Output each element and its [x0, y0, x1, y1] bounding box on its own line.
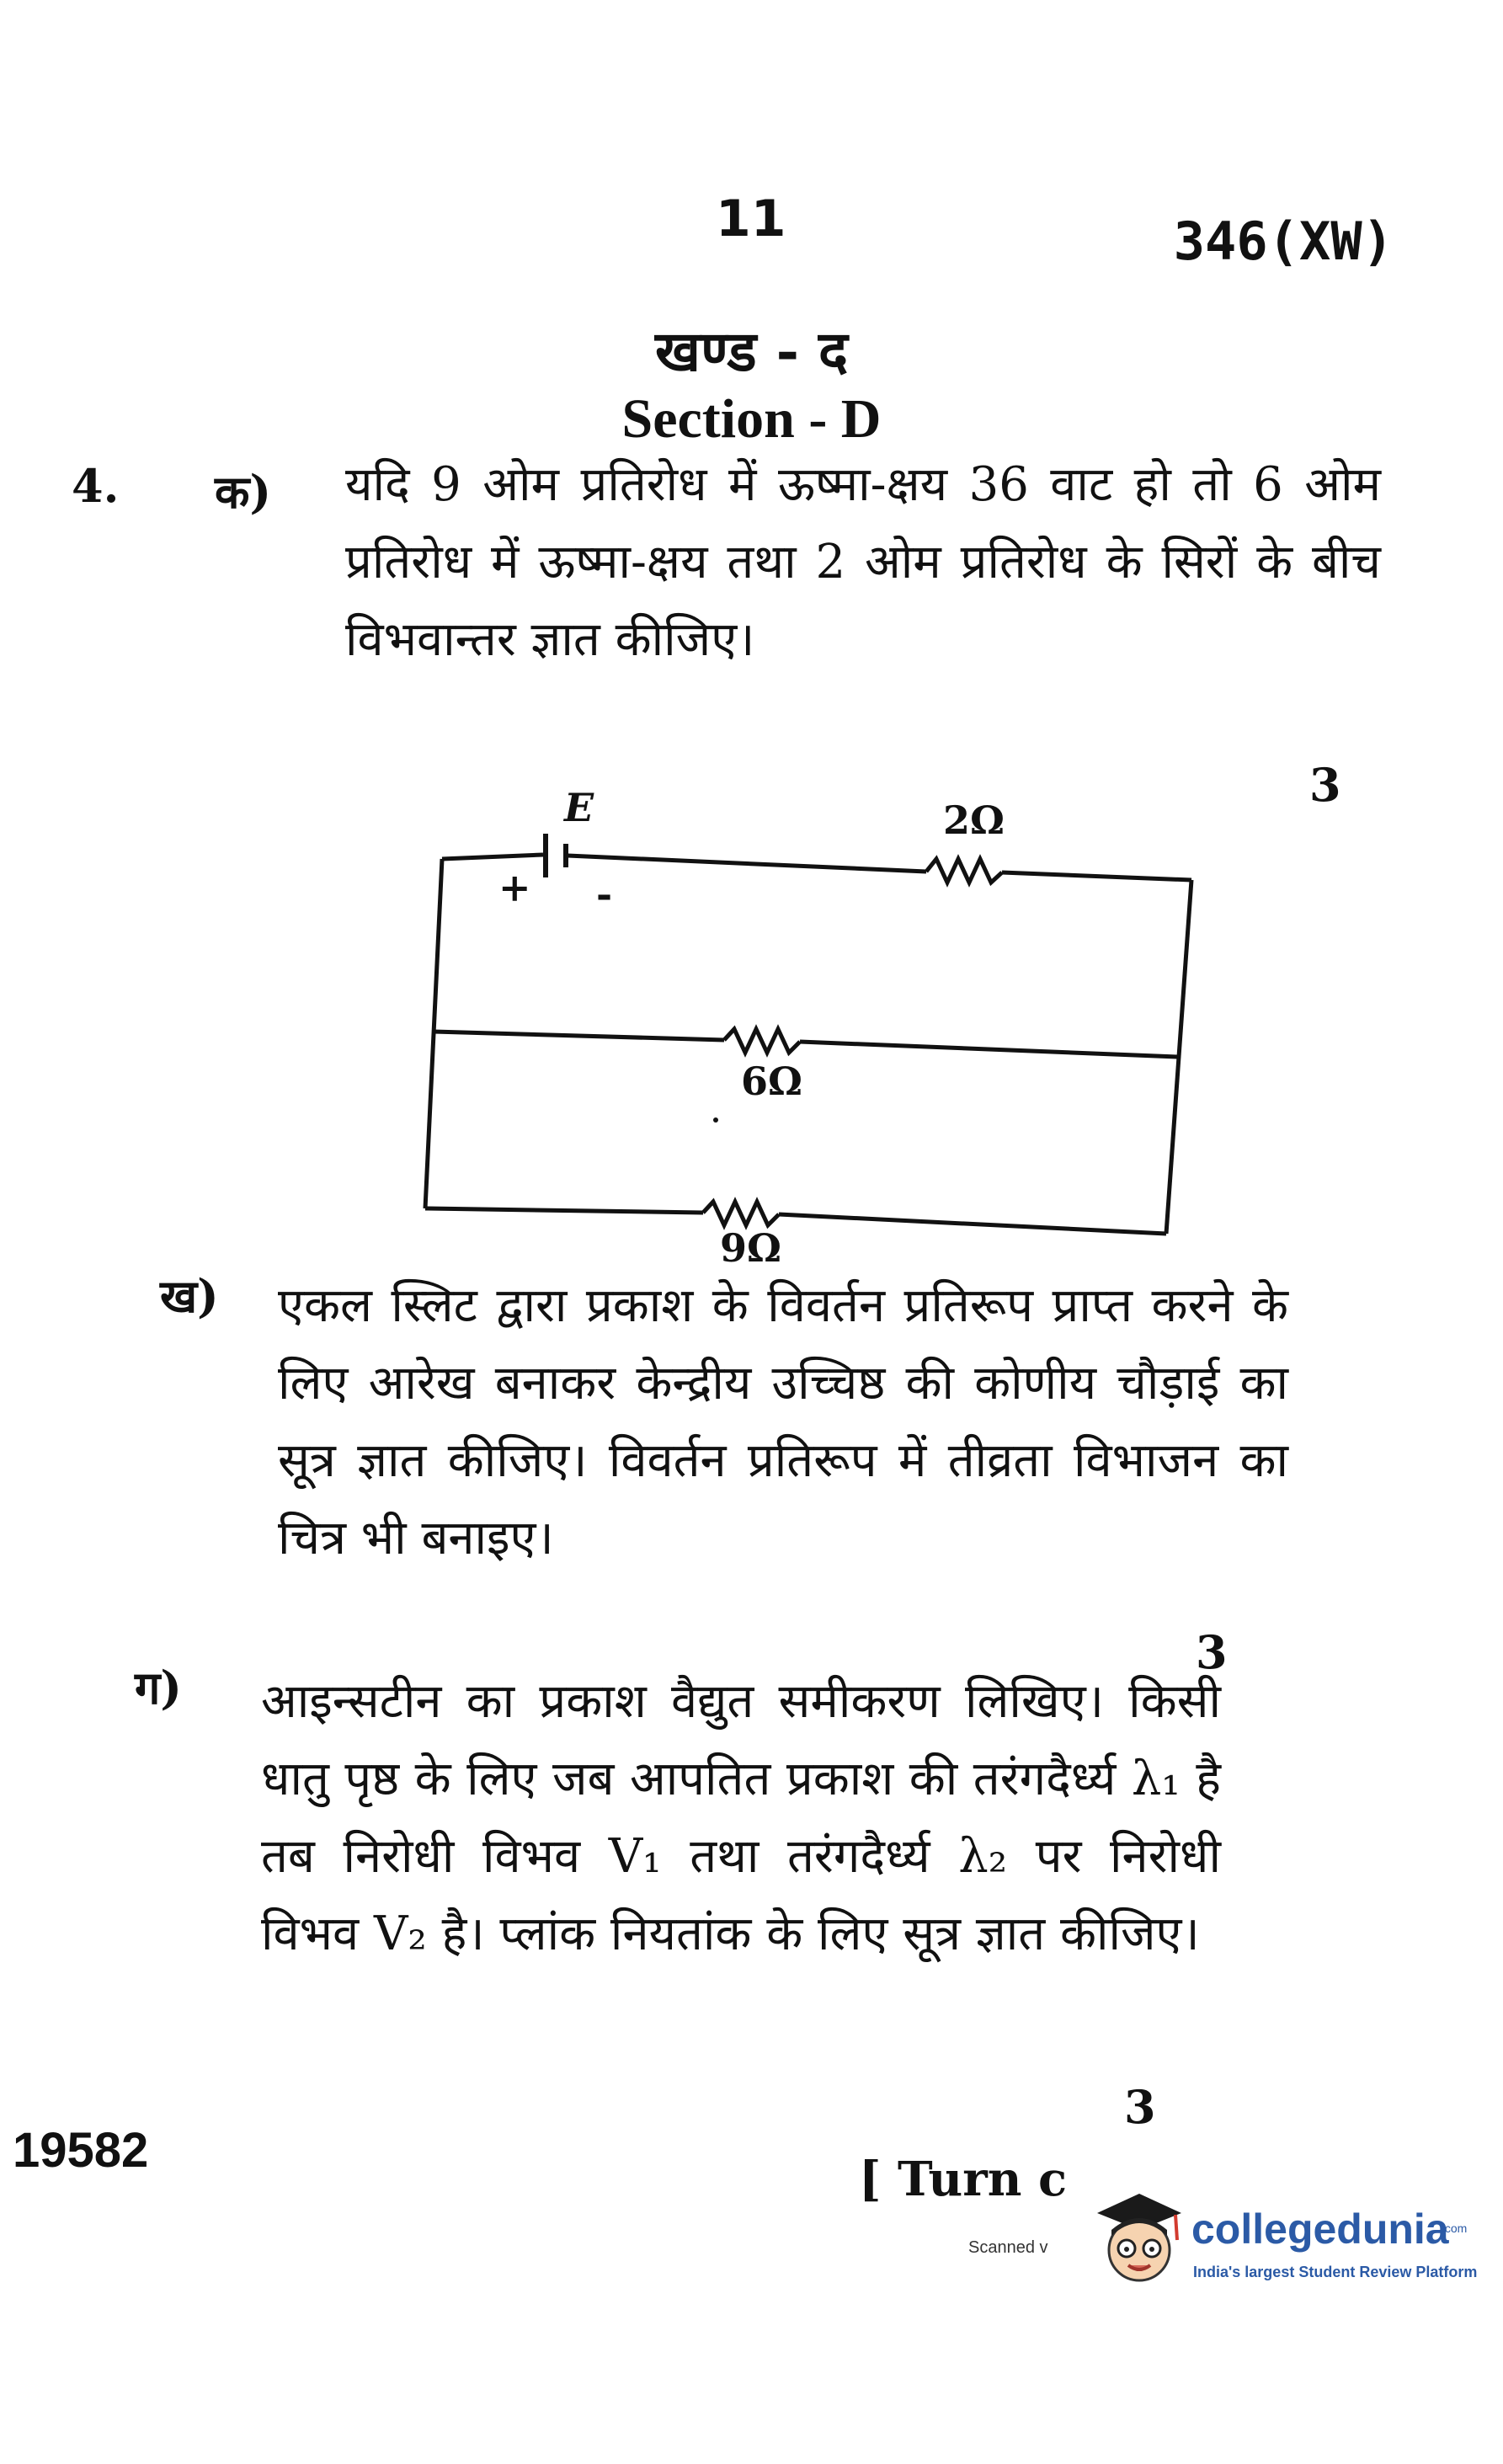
mascot-logo — [1093, 2189, 1186, 2289]
part-b-label: ख) — [160, 1269, 219, 1323]
circuit-middle-wire-left — [434, 1032, 724, 1040]
resistor-bottom-zigzag — [703, 1202, 779, 1225]
circuit-bottom-wire-left — [425, 1208, 703, 1213]
resistor-middle-label: 6Ω — [741, 1059, 802, 1104]
circuit-middle-wire-right — [800, 1042, 1177, 1057]
part-c-marks: 3 — [1124, 2080, 1156, 2134]
battery-minus: - — [596, 872, 613, 917]
brand-name: collegedunia — [1191, 2205, 1449, 2253]
resistor-top-label: 2Ω — [943, 797, 1005, 843]
circuit-top-wire-right — [568, 856, 926, 872]
part-c-label: ग) — [135, 1661, 182, 1715]
paper-code: 346(XW) — [1173, 211, 1394, 272]
part-a-label: क) — [215, 465, 272, 519]
circuit-diagram — [404, 783, 1196, 1263]
brand-suffix: .com — [1442, 2221, 1468, 2235]
resistor-middle-zigzag — [724, 1029, 800, 1053]
part-a-text: यदि 9 ओम प्रतिरोध में ऊष्मा-क्षय 36 वाट हो तो 6 ओम प्रतिरोध में ऊष्मा-क्षय तथा 2 ओम प्रतिरोध के सिरों के बीच विभवान्तर ज्ञात कीजिए। — [345, 457, 1381, 667]
circuit-dot — [713, 1117, 718, 1123]
circuit-bottom-wire-right — [779, 1214, 1166, 1234]
section-title-hindi: खण्ड - द — [654, 318, 849, 384]
brand-tagline: India's largest Student Review Platform — [1193, 2264, 1478, 2280]
scanned-note: Scanned v — [968, 2238, 1048, 2257]
resistor-bottom-label: 9Ω — [720, 1225, 781, 1263]
turn-over-note: [ Turn c — [859, 2152, 1068, 2207]
battery-label: E — [564, 785, 594, 830]
part-b-text: एकल स्लिट द्वारा प्रकाश के विवर्तन प्रतिरूप प्राप्त करने के लिए आरेख बनाकर केन्द्रीय उच्चिष्ठ की कोणीय चौड़ाई का सूत्र ज्ञात कीजिए। विवर्तन प्रतिरूप में तीव्रता विभाजन का चित्र भी बनाइए। — [278, 1278, 1288, 1565]
footer-code: 19582 — [13, 2123, 149, 2178]
resistor-top-zigzag — [926, 859, 1002, 883]
circuit-top-wire-end — [1002, 872, 1191, 880]
part-b-marks: 3 — [1196, 1625, 1228, 1679]
part-c-text: आइन्सटीन का प्रकाश वैद्युत समीकरण लिखिए। किसी धातु पृष्ठ के लिए जब आपतित प्रकाश की तरंगदैर्ध्य λ₁ है तब निरोधी विभव V₁ तथा तरंगदैर्ध्य λ₂ पर निरोधी विभव V₂ है। प्लांक नियतांक के लिए सूत्र ज्ञात कीजिए। — [261, 1674, 1221, 1961]
question-number: 4. — [72, 459, 120, 513]
part-a-marks: 3 — [1309, 758, 1341, 812]
circuit-top-wire-left — [442, 855, 543, 859]
section-title-english: Section - D — [621, 388, 882, 450]
battery-plus: + — [498, 865, 531, 910]
page-number: 11 — [716, 189, 786, 248]
